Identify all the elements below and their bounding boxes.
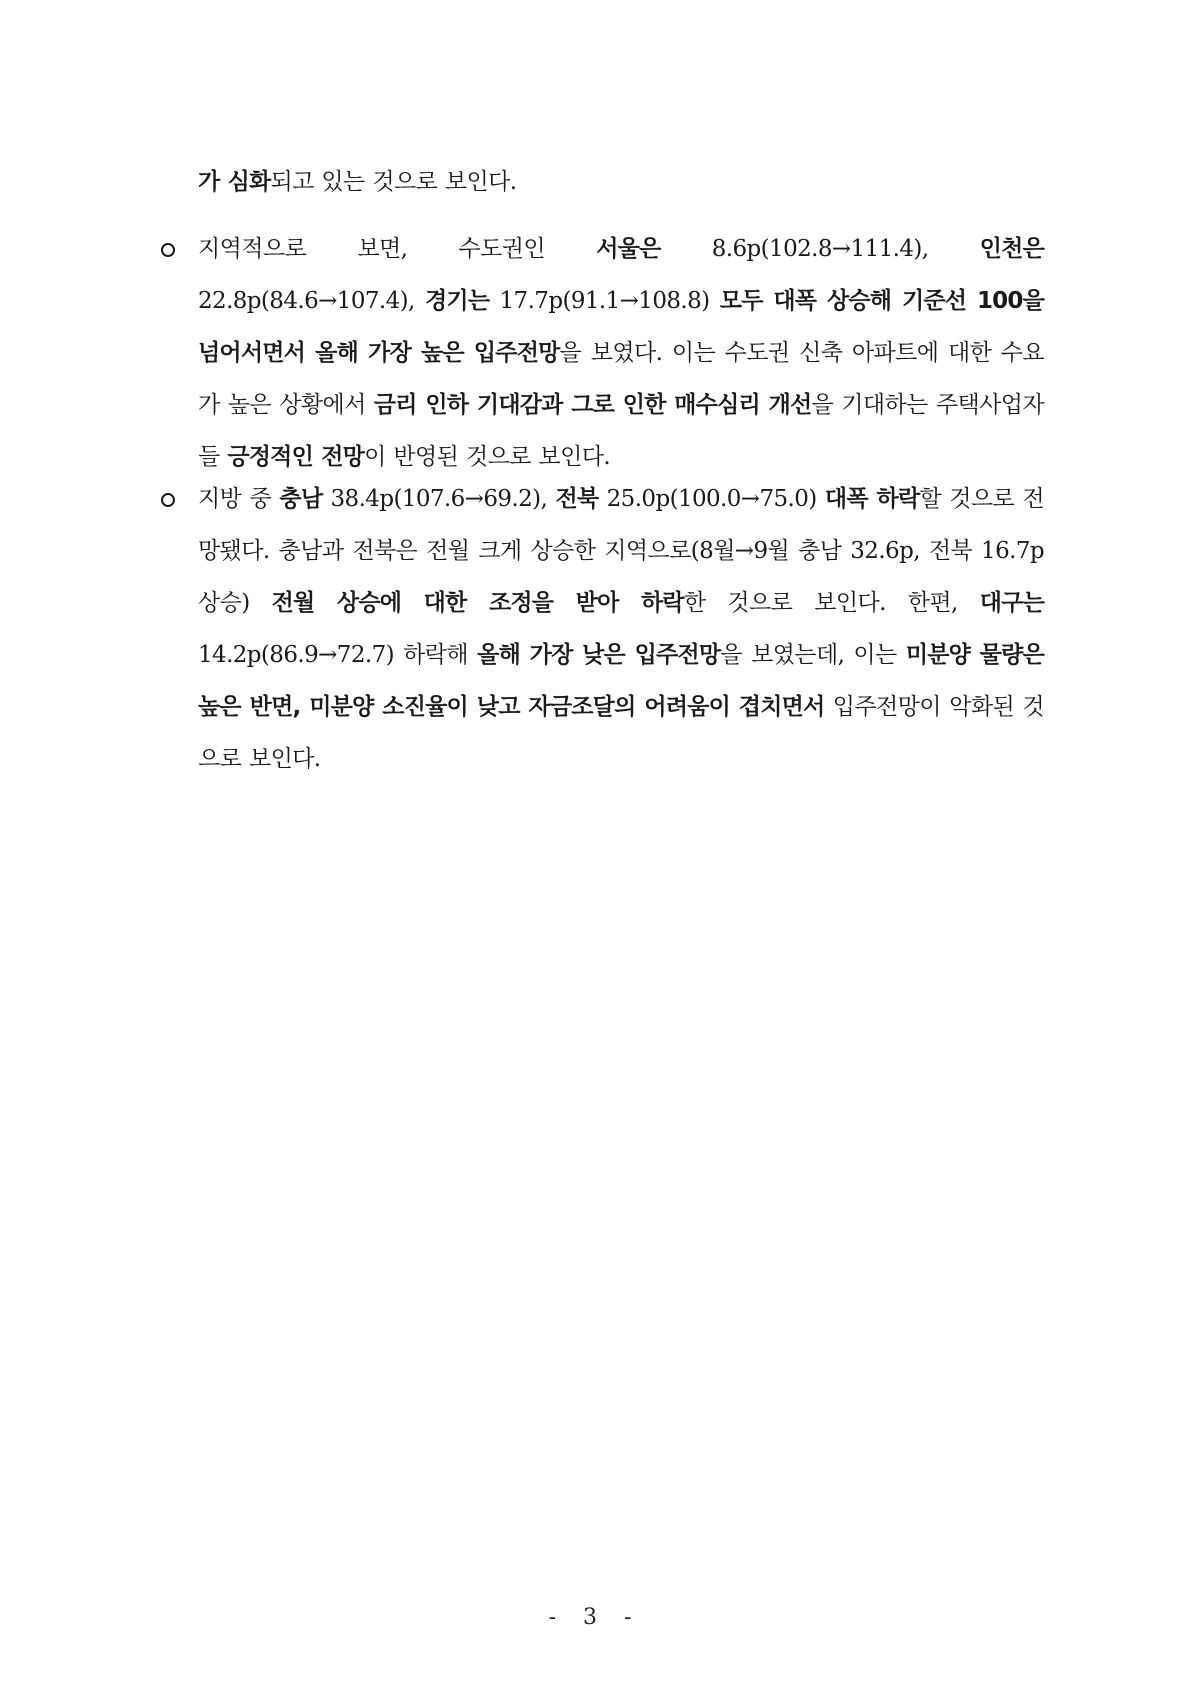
text-segment: 17.7p(91.1→108.8) <box>489 288 720 314</box>
text-segment: 할 것으로 전망됐다. 충남과 전북은 전월 크게 상승한 지역으로(8월→9월 충남 32.6p, 전북 16.7p 상승) <box>198 486 1045 616</box>
text-segment: 충남 <box>279 486 323 512</box>
text-segment: 올해 가장 낮은 입주전망 <box>477 642 721 668</box>
text-segment: 인천은 <box>979 236 1044 262</box>
text-segment: 지역적으로 보면, 수도권인 <box>198 236 597 262</box>
bullet-circle-icon <box>161 493 175 507</box>
text-segment: 14.2p(86.9→72.7) 하락해 <box>198 642 478 668</box>
bullet-paragraph-regional-capital <box>198 223 1044 483</box>
text-segment: 되고 있는 것으로 보인다. <box>270 169 517 195</box>
text-segment: 지방 중 <box>198 486 280 512</box>
text-segment: 모두 대폭 상승해 기준선 100을 넘어서면서 올해 가장 높은 입주전망 <box>198 288 1044 366</box>
text-segment: 22.8p(84.6→107.4), <box>198 288 425 314</box>
continuation-paragraph <box>198 156 1044 208</box>
text-segment: 대폭 하락 <box>824 486 920 512</box>
text-segment: 서울은 <box>596 236 661 262</box>
text-segment: 을 기대하는 주택사업자들 <box>198 392 1044 470</box>
text-segment: 전북 <box>555 486 599 512</box>
text-segment: 전월 상승에 대한 조정을 받아 하락 <box>271 590 684 616</box>
page-number: - 3 - <box>548 1605 642 1630</box>
text-segment: 한 것으로 보인다. 한편, <box>683 590 980 616</box>
text-segment: 25.0p(100.0→75.0) <box>598 486 825 512</box>
text-segment: 을 보였다. 이는 수도권 신축 아파트에 대한 수요가 높은 상황에서 <box>198 340 1044 418</box>
bullet-circle-icon <box>161 243 175 257</box>
text-segment: 경기는 <box>424 288 490 314</box>
text-segment: 대구는 <box>979 590 1044 616</box>
text-segment: 금리 인하 기대감과 그로 인한 매수심리 개선 <box>373 392 812 418</box>
text-segment: 가 심화 <box>198 169 271 195</box>
text-segment: 38.4p(107.6→69.2), <box>322 486 556 512</box>
text-segment: 입주전망이 악화된 것으로 보인다. <box>198 694 1044 772</box>
text-segment: 이 반영된 것으로 보인다. <box>364 444 611 470</box>
text-segment: 미분양 물량은 높은 반면, 미분양 소진율이 낮고 자금조달의 어려움이 겹치면서 <box>198 642 1045 720</box>
bullet-paragraph-regional-provinces <box>198 473 1044 785</box>
text-segment: 긍정적인 전망 <box>227 444 365 470</box>
text-segment: 8.6p(102.8→111.4), <box>660 236 980 262</box>
text-segment: 을 보였는데, 이는 <box>720 642 906 668</box>
